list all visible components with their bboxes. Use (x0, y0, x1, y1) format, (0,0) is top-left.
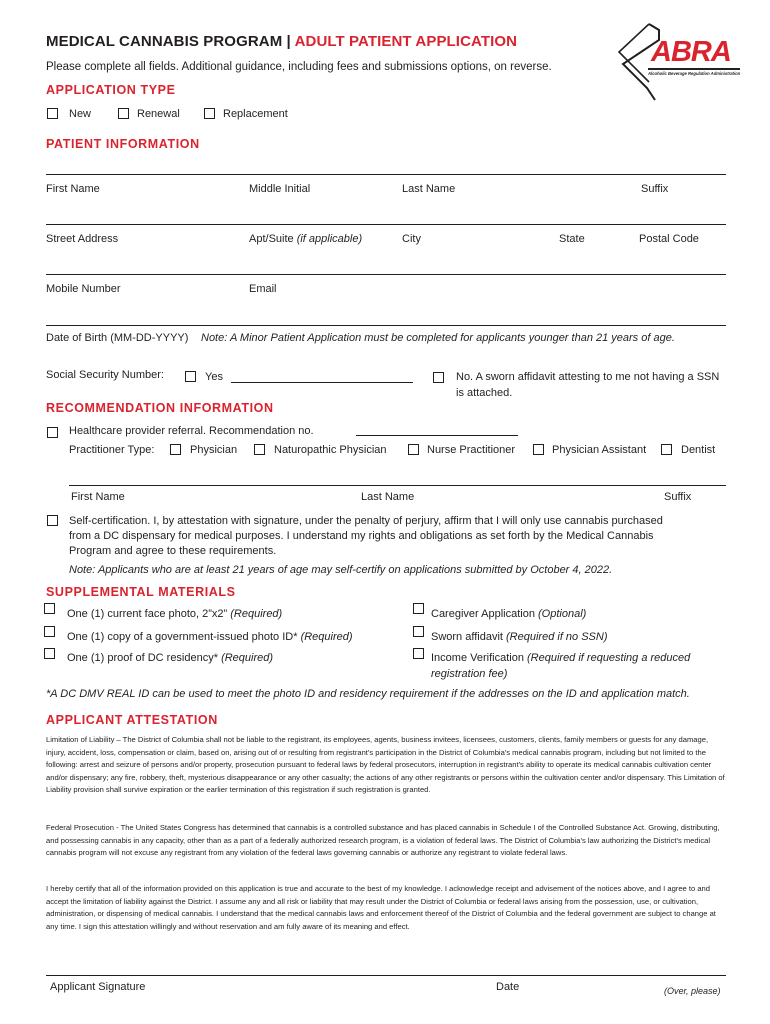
dob-note: Note: A Minor Patient Application must be completed for applicants younger than 21 years of age. (201, 332, 675, 344)
date-label: Date (496, 981, 520, 993)
title-main: MEDICAL CANNABIS PROGRAM | (46, 33, 295, 50)
supplemental-footnote: *A DC DMV REAL ID can be used to meet the photo ID and residency requirement if the addresses on the ID and application match. (46, 688, 690, 700)
signature-line[interactable] (46, 975, 726, 976)
dc-residency-checkbox[interactable] (44, 648, 55, 659)
first-name-label: First Name (46, 183, 100, 195)
page-title (46, 33, 517, 50)
recommendation-heading: RECOMMENDATION INFORMATION (46, 401, 274, 415)
referral-checkbox[interactable] (47, 427, 58, 438)
certification-text: I hereby certify that all of the information provided on this application is true and accurate to the best of my knowledge. I acknowledge receipt and advisement of the notices above, and I agree to and accept the limitation of liability against the District. I assume any and all risk or liability that may result under the District of Columbia or federal laws arising from the possession, use, or cultivation, administration, or dispensing of medical cannabis. I understand that the medical cannabis laws and enforcement thereof of the District of Columbia and the federal government are subject to change at any time. I sign this attestation willingly and without reservation and am fully aware of its meaning and effect. (46, 884, 716, 931)
limitation-of-liability-text: Limitation of Liability – The District of Columbia shall not be liable to the registrant, its employees, agents, business invitees, licensees, customers, clients, family members or guests for any damage, injury, accident, loss, compensation or claim, based on, arising out of or resulting from registrant's participation in the District of Columbia's medical cannabis program, including but not limited to the following: arrest and seizure of persons and/or property, prosecution pursuant to federal laws by federal prosecutors, interruption in registrant's ability to operate its medical cannabis cultivation center and/or dispensary; any fire, robbery, theft, mysterious disappearance or any other casualty; the actions of any other registrants or persons within the cultivation center and/or dispensary. This Limitation of Liability provision shall survive expiration or the earlier termination of this registration if such registration is granted. (46, 735, 725, 795)
photo-id-label (67, 631, 353, 643)
logo-rule (648, 68, 740, 70)
dob-label: Date of Birth (MM-DD-YYYY) (46, 332, 189, 344)
self-certification-checkbox[interactable] (47, 515, 58, 526)
city-label: City (402, 233, 421, 245)
renewal-checkbox[interactable] (118, 108, 129, 119)
patient-row2-line (46, 224, 726, 225)
logo-text: ABRA (651, 36, 731, 68)
income-text: Income Verification (431, 652, 527, 664)
replacement-checkbox[interactable] (204, 108, 215, 119)
photo-id-checkbox[interactable] (44, 626, 55, 637)
photo-id-text: One (1) copy of a government-issued photo ID* (67, 631, 301, 643)
new-checkbox[interactable] (47, 108, 58, 119)
application-type-heading: APPLICATION TYPE (46, 83, 176, 97)
new-label: New (69, 108, 92, 120)
attestation-heading: APPLICANT ATTESTATION (46, 713, 218, 727)
income-verification-label (431, 652, 690, 664)
dc-residency-label (67, 652, 273, 664)
ssn-no-label-2: is attached. (456, 387, 513, 399)
nurse-practitioner-checkbox[interactable] (408, 444, 419, 455)
income-verification-checkbox[interactable] (413, 648, 424, 659)
state-label: State (559, 233, 585, 245)
dentist-checkbox[interactable] (661, 444, 672, 455)
email-label: Email (249, 283, 277, 295)
practitioner-name-line (69, 485, 726, 486)
practitioner-type-label: Practitioner Type: (69, 444, 155, 456)
naturopathic-label: Naturopathic Physician (274, 444, 387, 456)
apt-suite-label (249, 233, 362, 245)
abra-logo (615, 22, 740, 102)
face-photo-checkbox[interactable] (44, 603, 55, 614)
self-cert-line-2: from a DC dispensary for medical purposes. I understand my rights and obligations as set forth by the Medical Cannabis (69, 530, 654, 542)
patient-row3-line (46, 274, 726, 275)
physician-assistant-label: Physician Assistant (552, 444, 647, 456)
renewal-label: Renewal (137, 108, 180, 120)
naturopathic-checkbox[interactable] (254, 444, 265, 455)
nurse-practitioner-label: Nurse Practitioner (427, 444, 516, 456)
physician-checkbox[interactable] (170, 444, 181, 455)
sworn-affidavit-checkbox[interactable] (413, 626, 424, 637)
recommendation-no-line[interactable] (356, 435, 518, 436)
dc-residency-note: (Required) (221, 652, 274, 664)
ssn-no-label-1: No. A sworn affidavit attesting to me not having a SSN (456, 371, 720, 383)
patient-row1-line (46, 174, 726, 175)
affidavit-text: Sworn affidavit (431, 631, 507, 643)
practitioner-last-name-label: Last Name (361, 491, 415, 503)
apt-suite-text: Apt/Suite (249, 233, 297, 245)
title-accent: ADULT PATIENT APPLICATION (294, 33, 518, 50)
street-address-label: Street Address (46, 233, 119, 245)
supplemental-heading: SUPPLEMENTAL MATERIALS (46, 585, 236, 599)
ssn-label: Social Security Number: (46, 369, 164, 381)
postal-code-label: Postal Code (639, 233, 699, 245)
dob-line (46, 325, 726, 326)
page-subtitle: Please complete all fields. Additional guidance, including fees and submissions options, on reverse. (46, 61, 552, 73)
physician-label: Physician (190, 444, 238, 456)
practitioner-first-name-label: First Name (71, 491, 125, 503)
face-photo-note: (Required) (230, 608, 283, 620)
mobile-number-label: Mobile Number (46, 283, 121, 295)
ssn-input-line[interactable] (231, 382, 413, 383)
caregiver-text: Caregiver Application (431, 608, 539, 620)
face-photo-label (67, 608, 282, 620)
photo-id-note: (Required) (300, 631, 353, 643)
apt-suite-note: (if applicable) (296, 233, 363, 245)
dentist-label: Dentist (681, 444, 716, 456)
self-cert-line-1: Self-certification. I, by attestation with signature, under the penalty of perjury, affirm that I will only use cannabis purchased (69, 515, 663, 527)
caregiver-application-label (431, 608, 586, 620)
patient-info-heading: PATIENT INFORMATION (46, 137, 200, 151)
replacement-label: Replacement (223, 108, 288, 120)
sworn-affidavit-label (431, 631, 608, 643)
caregiver-application-checkbox[interactable] (413, 603, 424, 614)
caregiver-note: (Optional) (538, 608, 587, 620)
practitioner-suffix-label: Suffix (664, 491, 692, 503)
self-cert-line-3: Program and agree to these requirements. (69, 545, 277, 557)
middle-initial-label: Middle Initial (249, 183, 311, 195)
face-photo-text: One (1) current face photo, 2”x2” (67, 608, 231, 620)
dc-residency-text: One (1) proof of DC residency* (67, 652, 222, 664)
ssn-no-checkbox[interactable] (433, 372, 444, 383)
referral-label: Healthcare provider referral. Recommendation no. (69, 425, 314, 437)
logo-subtext: Alcoholic Beverage Regulation Administration (648, 71, 741, 76)
ssn-yes-checkbox[interactable] (185, 371, 196, 382)
ssn-yes-label: Yes (205, 371, 223, 383)
last-name-label: Last Name (402, 183, 456, 195)
affidavit-note: (Required if no SSN) (506, 631, 608, 643)
income-note: (Required if requesting a reduced (527, 652, 691, 664)
physician-assistant-checkbox[interactable] (533, 444, 544, 455)
federal-prosecution-text: Federal Prosecution - The United States Congress has determined that cannabis is a controlled substance and has placed cannabis in Schedule I of the Controlled Substance Act. Growing, distributing, and possessing cannabis in any capacity, other than as a part of a federally authorized research program, is a violation of federal laws. The District of Columbia's law authorizing the District's medical cannabis program will not excuse any registrant from any violation of the federal laws governing cannabis or authorize any registrant to violate federal laws. (46, 823, 720, 858)
suffix-label: Suffix (641, 183, 669, 195)
self-cert-note: Note: Applicants who are at least 21 years of age may self-certify on applications submitted by October 4, 2022. (69, 564, 613, 576)
income-verification-cont: registration fee) (431, 668, 508, 680)
over-please: (Over, please) (664, 986, 721, 996)
applicant-signature-label: Applicant Signature (50, 981, 146, 993)
